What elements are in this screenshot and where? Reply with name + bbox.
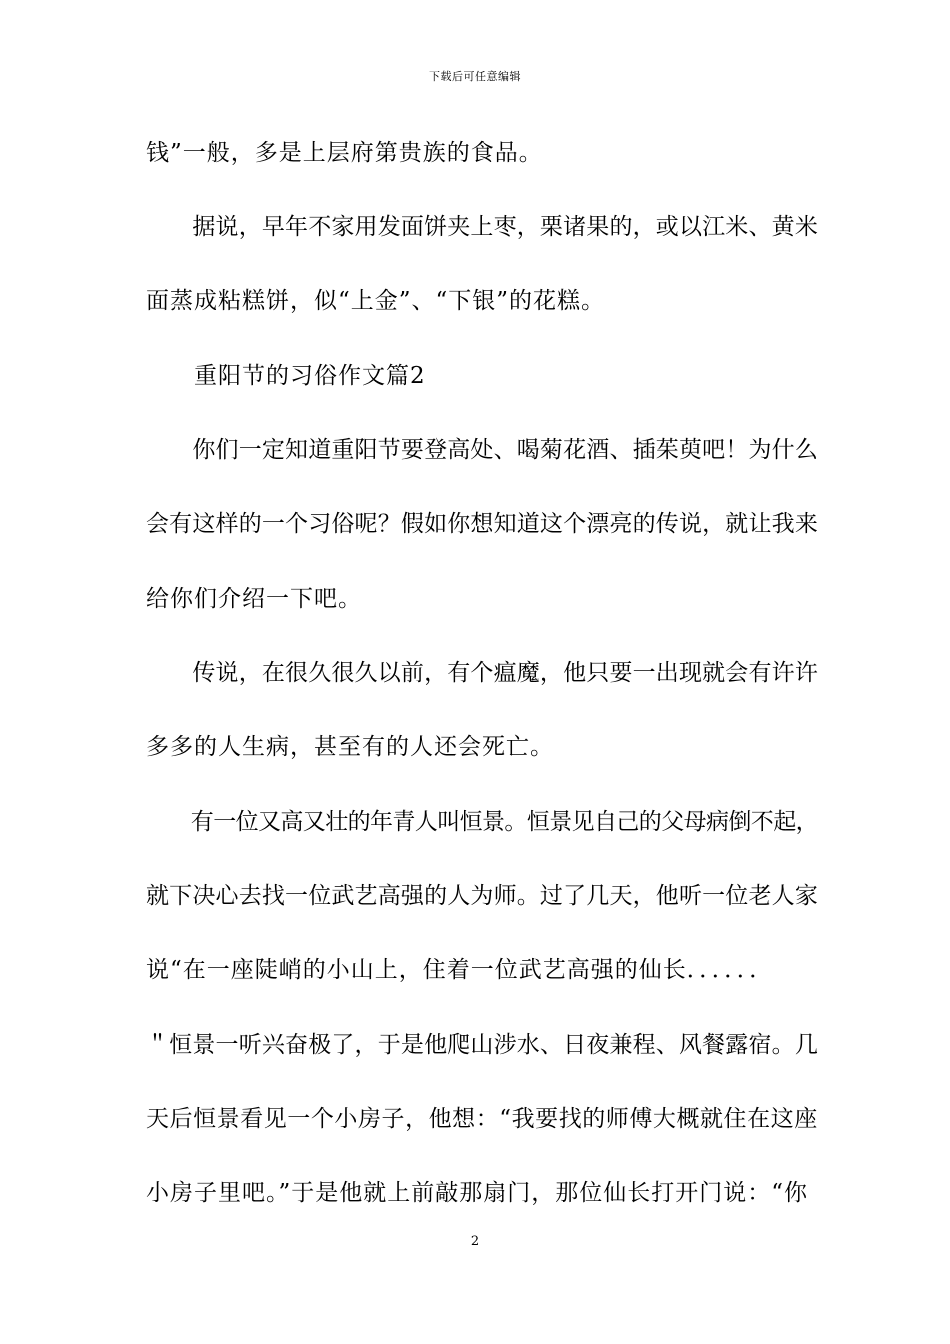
text-line-8: 传说，在很久很久以前，有个瘟魔，他只要一出现就会有许许 — [146, 660, 818, 686]
text-line-14: 天后恒景看见一个小房子，他想：“我要找的师傅大概就住在这座 — [146, 1106, 818, 1132]
text-line-7: 给你们介绍一下吧。 — [146, 586, 362, 612]
text-line-1: 钱”一般，多是上层府第贵族的食品。 — [146, 140, 543, 166]
text-line-6: 会有这样的一个习俗呢？假如你想知道这个漂亮的传说，就让我来 — [146, 511, 818, 537]
text-line-12: 说“在一座陡峭的小山上，住着一位武艺高强的仙长．．．．．． — [146, 957, 774, 983]
text-line-15: 小房子里吧。”于是他就上前敲那扇门，那位仙长打开门说：“你 — [146, 1180, 809, 1206]
text-line-13: ＂恒景一听兴奋极了，于是他爬山涉水、日夜兼程、风餐露宿。几 — [146, 1032, 818, 1058]
text-line-10: 有一位又高又壮的年青人叫恒景。恒景见自己的父母病倒不起， — [146, 809, 819, 835]
section-heading: 重阳节的习俗作文篇2 — [146, 363, 426, 389]
page-header: 下载后可任意编辑 — [429, 70, 521, 83]
text-line-2: 据说，早年不家用发面饼夹上枣，栗诸果的，或以江米、黄米 — [146, 214, 818, 240]
text-line-3: 面蒸成粘糕饼，似“上金”、“下银”的花糕。 — [146, 288, 606, 314]
text-line-5: 你们一定知道重阳节要登高处、喝菊花酒、插茱萸吧！为什么 — [146, 437, 818, 463]
text-line-9: 多多的人生病，甚至有的人还会死亡。 — [146, 734, 554, 760]
text-line-11: 就下决心去找一位武艺高强的人为师。过了几天，他听一位老人家 — [146, 883, 818, 909]
page-number: 2 — [470, 1234, 480, 1249]
